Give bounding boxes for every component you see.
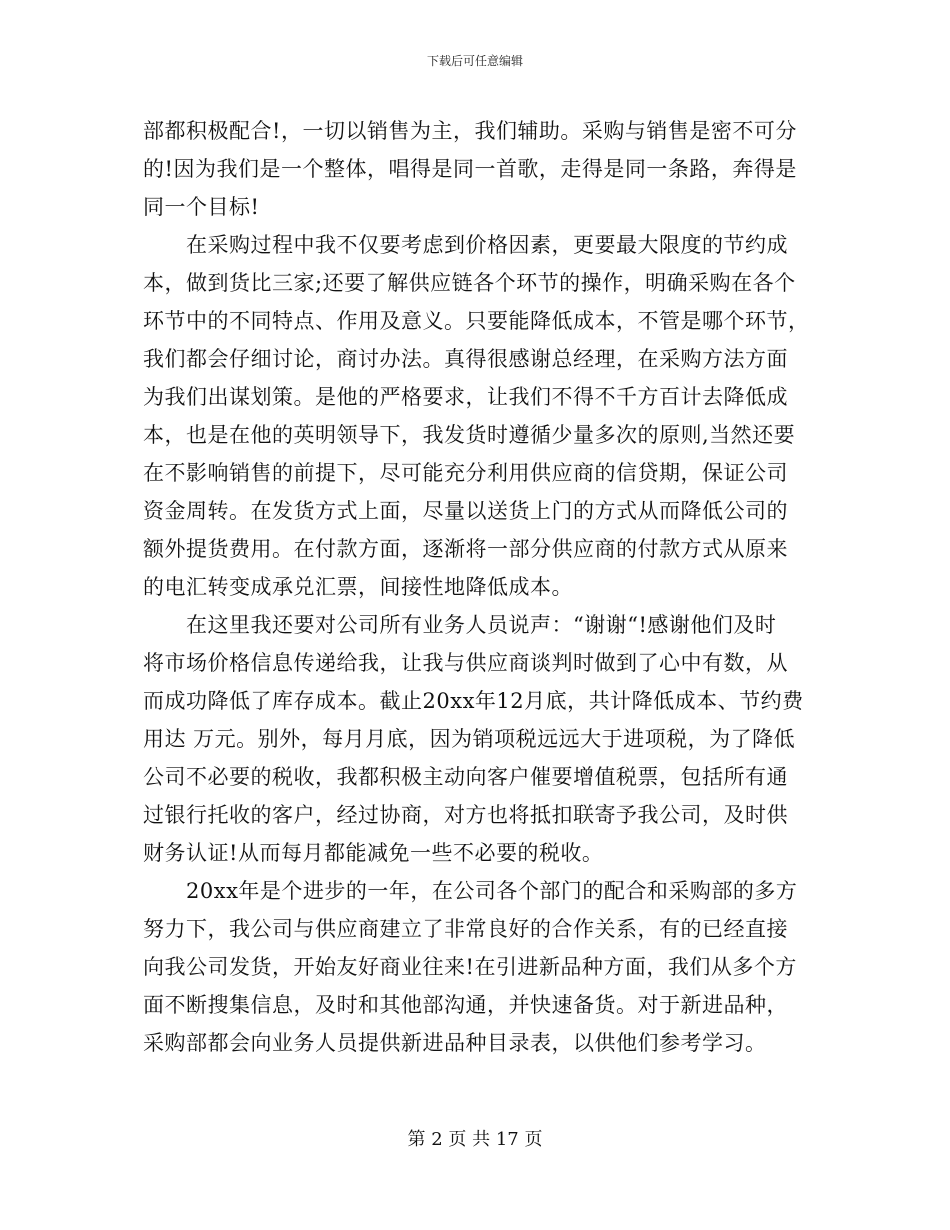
text-line: 向我公司发货，开始友好商业往来!在引进新品种方面，我们从多个方 bbox=[143, 955, 797, 979]
text-line: 的电汇转变成承兑汇票，间接性地降低成本。 bbox=[143, 575, 573, 599]
text-line: 资金周转。在发货方式上面，尽量以送货上门的方式从而降低公司的 bbox=[143, 499, 788, 523]
text-line: 20xx年是个进步的一年，在公司各个部门的配合和采购部的多方 bbox=[143, 879, 798, 903]
text-line: 本，也是在他的英明领导下，我发货时遵循少量多次的原则,当然还要 bbox=[143, 423, 796, 447]
text-line: 为我们出谋划策。是他的严格要求，让我们不得不千方百计去降低成 bbox=[143, 385, 788, 409]
text-line: 在采购过程中我不仅要考虑到价格因素，更要最大限度的节约成 bbox=[143, 233, 788, 257]
page-header: 下载后可任意编辑 bbox=[426, 54, 523, 68]
text-line: 财务认证!从而每月都能减免一些不必要的税收。 bbox=[143, 841, 604, 865]
text-line: 公司不必要的税收，我都积极主动向客户催要增值税票，包括所有通 bbox=[143, 765, 788, 789]
text-line: 用达 万元。别外，每月月底，因为销项税远远大于进项税，为了降低 bbox=[143, 727, 796, 751]
text-line: 努力下，我公司与供应商建立了非常良好的合作关系，有的已经直接 bbox=[143, 917, 788, 941]
text-line: 本，做到货比三家;还要了解供应链各个环节的操作，明确采购在各个 bbox=[143, 271, 796, 295]
text-line: 的!因为我们是一个整体，唱得是同一首歌，走得是同一条路，奔得是 bbox=[143, 157, 797, 181]
text-line: 同一个目标! bbox=[143, 195, 260, 219]
text-line: 我们都会仔细讨论，商讨办法。真得很感谢总经理，在采购方法方面 bbox=[143, 347, 788, 371]
text-line: 采购部都会向业务人员提供新进品种目录表，以供他们参考学习。 bbox=[143, 1031, 767, 1055]
page-footer bbox=[0, 1128, 950, 1152]
text-line: 部都积极配合!，一切以销售为主，我们辅助。采购与销售是密不可分 bbox=[143, 119, 797, 143]
text-line: 在不影响销售的前提下，尽可能充分利用供应商的信贷期，保证公司 bbox=[143, 461, 788, 485]
text-line: 而成功降低了库存成本。截止20xx年12月底，共计降低成本、节约费 bbox=[143, 689, 804, 713]
page-number: 第 2 页 共 17 页 bbox=[407, 1129, 543, 1150]
text-line: 额外提货费用。在付款方面，逐渐将一部分供应商的付款方式从原来 bbox=[143, 537, 788, 561]
text-line: 环节中的不同特点、作用及意义。只要能降低成本，不管是哪个环节， bbox=[143, 309, 810, 333]
text-line: 在这里我还要对公司所有业务人员说声：“谢谢“!感谢他们及时 bbox=[143, 613, 777, 637]
text-line: 面不断搜集信息，及时和其他部沟通，并快速备货。对于新进品种， bbox=[143, 993, 788, 1017]
text-line: 过银行托收的客户，经过协商，对方也将抵扣联寄予我公司，及时供 bbox=[143, 803, 788, 827]
body-text bbox=[143, 112, 815, 1062]
text-line: 将市场价格信息传递给我，让我与供应商谈判时做到了心中有数，从 bbox=[143, 651, 788, 675]
